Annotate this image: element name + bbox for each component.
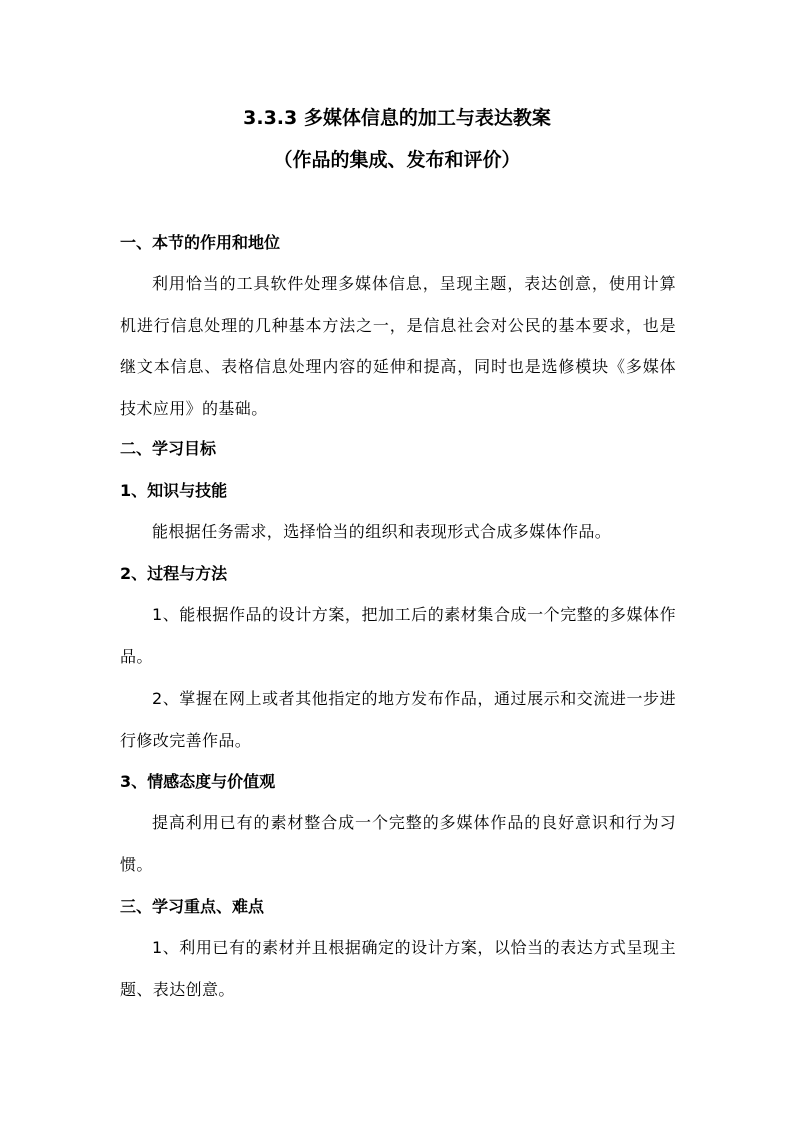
paragraph-knowledge: 能根据任务需求，选择恰当的组织和表现形式合成多媒体作品。 (152, 522, 612, 541)
paragraph-process-1: 1、能根据作品的设计方案，把加工后的素材集合成一个完整的多媒体作品。 (120, 605, 676, 666)
section-heading-keypoints: 三、学习重点、难点 (120, 897, 265, 916)
paragraph-attitude: 提高利用已有的素材整合成一个完整的多媒体作品的良好意识和行为习惯。 (120, 813, 676, 874)
section-heading-goals: 二、学习目标 (120, 439, 217, 458)
section-paragraph-role: 利用恰当的工具软件处理多媒体信息，呈现主题，表达创意，使用计算机进行信息处理的几种基本方法之一，是信息社会对公民的基本要求，也是继文本信息、表格信息处理内容的延伸和提高，同时也是选修模块《多媒体技术应用》的基础。 (120, 274, 676, 418)
subsection-heading-process: 2、过程与方法 (120, 564, 228, 583)
document-subtitle: （作品的集成、发布和评价） (273, 149, 521, 171)
section-heading-role: 一、本节的作用和地位 (120, 233, 281, 252)
document-title: 3.3.3 多媒体信息的加工与表达教案 (243, 107, 551, 129)
subsection-heading-knowledge: 1、知识与技能 (120, 481, 228, 500)
subsection-heading-attitude: 3、情感态度与价值观 (120, 772, 276, 791)
paragraph-process-2: 2、掌握在网上或者其他指定的地方发布作品，通过展示和交流进一步进行修改完善作品。 (120, 689, 676, 750)
paragraph-keypoints-1: 1、利用已有的素材并且根据确定的设计方案，以恰当的表达方式呈现主题、表达创意。 (120, 938, 676, 999)
